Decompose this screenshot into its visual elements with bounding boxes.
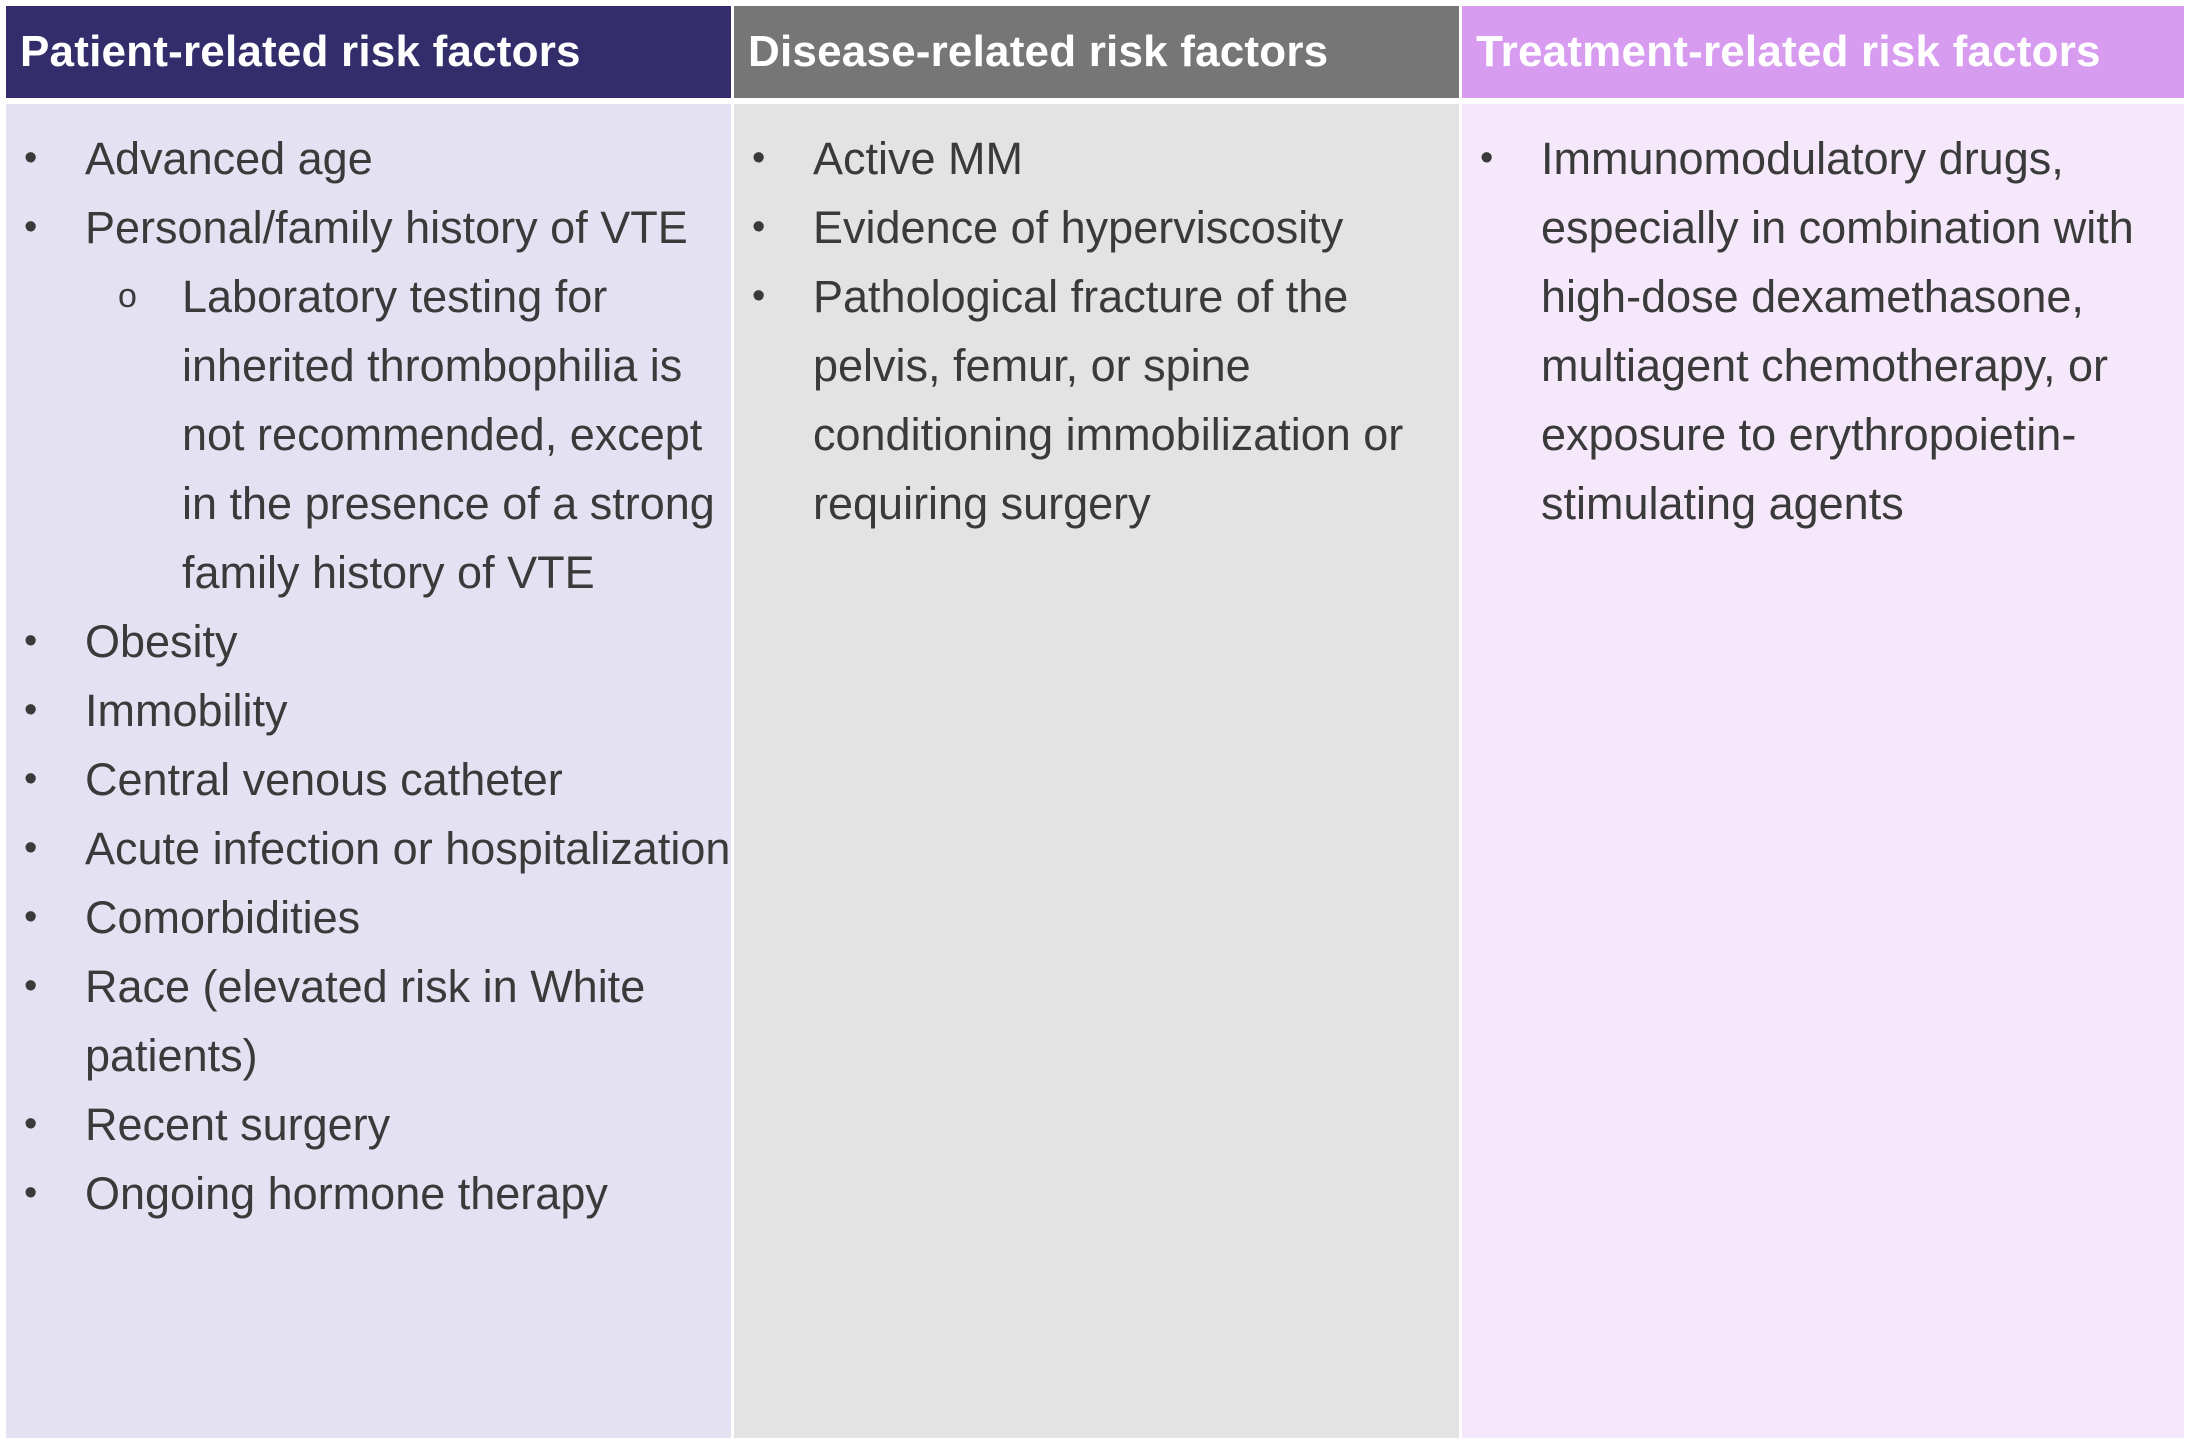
bullet-icon: • bbox=[752, 275, 766, 317]
bullet-icon: • bbox=[24, 1172, 38, 1214]
list-item-text: Advanced age bbox=[85, 133, 373, 184]
list-item bbox=[6, 814, 731, 883]
list-item-text: Evidence of hyperviscosity bbox=[813, 202, 1344, 253]
disease-risk-list bbox=[734, 124, 1459, 538]
list-item-text: Immunomodulatory drugs, especially in combination with high-dose dexamethasone, multiagent chemotherapy, or exposure to erythropoietin-stimulating agents bbox=[1541, 133, 2134, 529]
list-item-text: Immobility bbox=[85, 685, 288, 736]
treatment-risk-column bbox=[1462, 104, 2184, 1438]
list-item-text: Personal/family history of VTE bbox=[85, 202, 688, 253]
bullet-icon: • bbox=[1480, 137, 1494, 179]
list-item bbox=[6, 952, 731, 1090]
list-item-text: Ongoing hormone therapy bbox=[85, 1168, 608, 1219]
bullet-icon: • bbox=[24, 758, 38, 800]
patient-risk-column bbox=[6, 104, 731, 1438]
list-item bbox=[734, 193, 1459, 262]
list-item-text: Race (elevated risk in White patients) bbox=[85, 961, 646, 1081]
list-item bbox=[6, 193, 731, 607]
list-item bbox=[6, 883, 731, 952]
list-item-text: Central venous catheter bbox=[85, 754, 563, 805]
list-item-text: Recent surgery bbox=[85, 1099, 391, 1150]
sub-list-item-text: Laboratory testing for inherited thrombophilia is not recommended, except in the presence of a strong family history of VTE bbox=[182, 271, 715, 598]
list-item bbox=[6, 676, 731, 745]
list-item-text: Comorbidities bbox=[85, 892, 361, 943]
bullet-icon: • bbox=[24, 1103, 38, 1145]
list-item bbox=[6, 745, 731, 814]
list-item bbox=[6, 607, 731, 676]
disease-risk-header: Disease-related risk factors bbox=[734, 6, 1459, 98]
list-item bbox=[734, 262, 1459, 538]
bullet-icon: • bbox=[24, 965, 38, 1007]
list-item-text: Pathological fracture of the pelvis, femur, or spine conditioning immobilization or requiring surgery bbox=[813, 271, 1404, 529]
bullet-icon: • bbox=[24, 896, 38, 938]
sub-list bbox=[85, 262, 731, 607]
list-item-text: Obesity bbox=[85, 616, 238, 667]
patient-risk-list bbox=[6, 124, 731, 1228]
sub-list-item bbox=[6, 262, 731, 607]
bullet-icon: • bbox=[24, 206, 38, 248]
disease-risk-column bbox=[734, 104, 1459, 1438]
list-item-text: Active MM bbox=[813, 133, 1024, 184]
bullet-icon: • bbox=[24, 137, 38, 179]
treatment-risk-list bbox=[1462, 124, 2184, 538]
circle-bullet-icon: o bbox=[118, 277, 137, 315]
list-item bbox=[6, 1090, 731, 1159]
list-item bbox=[734, 124, 1459, 193]
bullet-icon: • bbox=[752, 137, 766, 179]
treatment-risk-header: Treatment-related risk factors bbox=[1462, 6, 2184, 98]
list-item bbox=[6, 1159, 731, 1228]
bullet-icon: • bbox=[24, 689, 38, 731]
list-item bbox=[6, 124, 731, 193]
bullet-icon: • bbox=[24, 620, 38, 662]
bullet-icon: • bbox=[752, 206, 766, 248]
list-item bbox=[1462, 124, 2184, 538]
list-item-text: Acute infection or hospitalization bbox=[85, 823, 731, 874]
bullet-icon: • bbox=[24, 827, 38, 869]
patient-risk-header: Patient-related risk factors bbox=[6, 6, 731, 98]
risk-factors-table bbox=[6, 6, 2184, 1438]
